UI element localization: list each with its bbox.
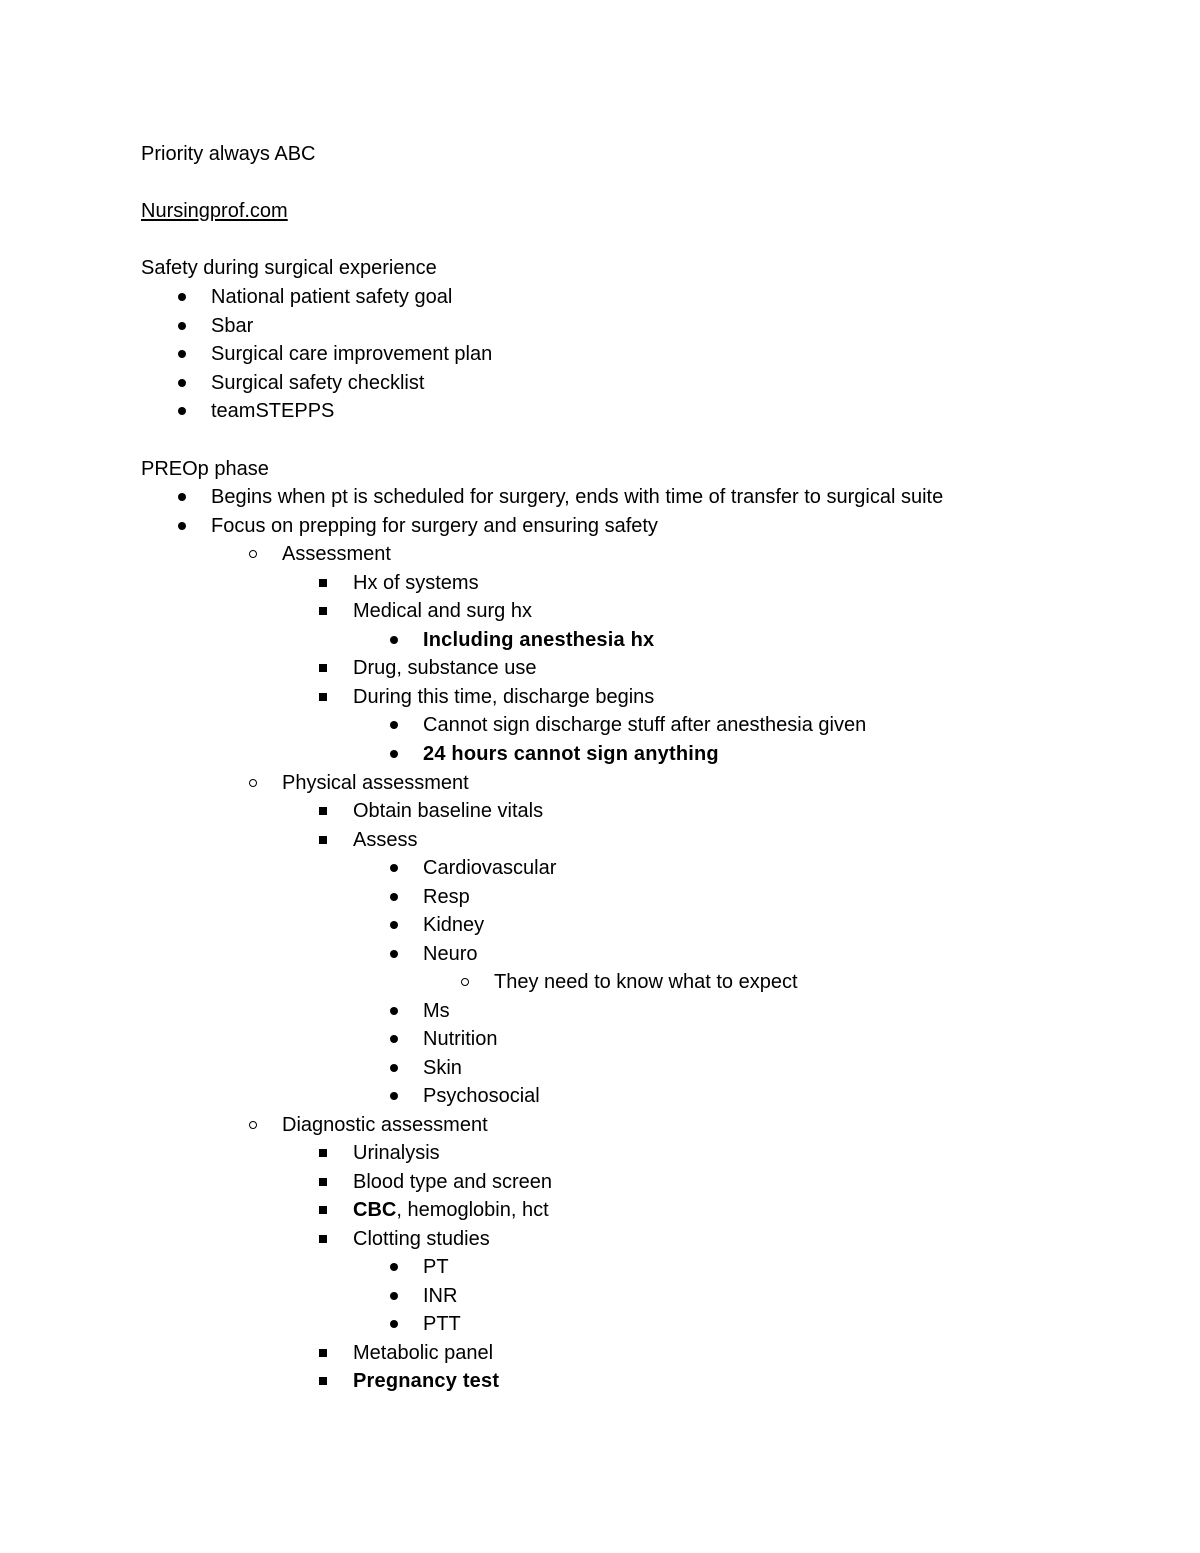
list-item: During this time, discharge begins [353, 686, 655, 708]
bullet-square-icon [319, 1178, 327, 1186]
list-item: Metabolic panel [353, 1342, 494, 1364]
assessment-label: Assessment [282, 543, 391, 565]
bullet-dot-icon [178, 379, 186, 387]
cbc-rest: , hemoglobin, hct [396, 1199, 549, 1221]
list-item: National patient safety goal [211, 286, 453, 308]
bullet-square-icon [319, 664, 327, 672]
list-item: Resp [423, 886, 470, 908]
list-item: Clotting studies [353, 1228, 490, 1250]
list-item: Drug, substance use [353, 657, 537, 679]
list-item: Nutrition [423, 1028, 498, 1050]
bullet-square-icon [319, 807, 327, 815]
bullet-dot-icon [390, 1035, 398, 1043]
bullet-square-icon [319, 1206, 327, 1214]
list-item: Begins when pt is scheduled for surgery, ends with time of transfer to surgical suite [211, 486, 944, 508]
safety-heading: Safety during surgical experience [141, 257, 437, 279]
bullet-dot-icon [178, 322, 186, 330]
list-item: INR [423, 1285, 458, 1307]
bullet-dot-icon [390, 893, 398, 901]
bullet-dot-icon [390, 921, 398, 929]
bullet-square-icon [319, 1377, 327, 1385]
list-item: Pregnancy test [353, 1370, 500, 1392]
bullet-square-icon [319, 579, 327, 587]
bullet-dot-icon [390, 1007, 398, 1015]
list-item: PTT [423, 1313, 461, 1335]
list-item: Kidney [423, 914, 485, 936]
bullet-dot-icon [390, 1292, 398, 1300]
list-item: 24 hours cannot sign anything [423, 743, 719, 765]
preop-heading: PREOp phase [141, 458, 269, 480]
bullet-circle-icon [461, 978, 469, 986]
list-item: Blood type and screen [353, 1171, 553, 1193]
bullet-circle-icon [249, 1121, 257, 1129]
list-item: teamSTEPPS [211, 400, 335, 422]
bullet-circle-icon [249, 550, 257, 558]
bullet-dot-icon [390, 950, 398, 958]
physical-assessment-label: Physical assessment [282, 772, 469, 794]
bullet-square-icon [319, 693, 327, 701]
list-item [353, 1198, 549, 1222]
bullet-dot-icon [390, 864, 398, 872]
bullet-square-icon [319, 1149, 327, 1157]
priority-line: Priority always ABC [141, 143, 316, 165]
list-item: Medical and surg hx [353, 600, 532, 622]
list-item: They need to know what to expect [494, 971, 798, 993]
list-item: Obtain baseline vitals [353, 800, 544, 822]
bullet-dot-icon [390, 750, 398, 758]
bullet-dot-icon [390, 1320, 398, 1328]
bullet-square-icon [319, 1349, 327, 1357]
nursingprof-link[interactable]: Nursingprof.com [141, 200, 288, 222]
bullet-dot-icon [390, 721, 398, 729]
bullet-dot-icon [178, 522, 186, 530]
list-item: Urinalysis [353, 1142, 440, 1164]
list-item: Cannot sign discharge stuff after anesthesia given [423, 714, 867, 736]
list-item: Ms [423, 1000, 450, 1022]
bullet-dot-icon [178, 493, 186, 501]
bullet-dot-icon [390, 1092, 398, 1100]
list-item: Surgical safety checklist [211, 372, 425, 394]
list-item: PT [423, 1256, 449, 1278]
list-item: Skin [423, 1057, 462, 1079]
bullet-dot-icon [390, 1064, 398, 1072]
bullet-dot-icon [178, 293, 186, 301]
bullet-dot-icon [390, 1263, 398, 1271]
list-item: Assess [353, 829, 418, 851]
cbc-bold: CBC [353, 1199, 397, 1221]
list-item: Neuro [423, 943, 478, 965]
bullet-circle-icon [249, 779, 257, 787]
list-item: Sbar [211, 315, 254, 337]
list-item: Hx of systems [353, 572, 479, 594]
bullet-square-icon [319, 1235, 327, 1243]
diagnostic-assessment-label: Diagnostic assessment [282, 1114, 488, 1136]
bullet-square-icon [319, 836, 327, 844]
list-item: Including anesthesia hx [423, 629, 655, 651]
bullet-dot-icon [390, 636, 398, 644]
list-item: Cardiovascular [423, 857, 557, 879]
bullet-dot-icon [178, 350, 186, 358]
list-item: Surgical care improvement plan [211, 343, 493, 365]
bullet-square-icon [319, 607, 327, 615]
list-item: Focus on prepping for surgery and ensuring safety [211, 515, 658, 537]
list-item: Psychosocial [423, 1085, 540, 1107]
bullet-dot-icon [178, 407, 186, 415]
